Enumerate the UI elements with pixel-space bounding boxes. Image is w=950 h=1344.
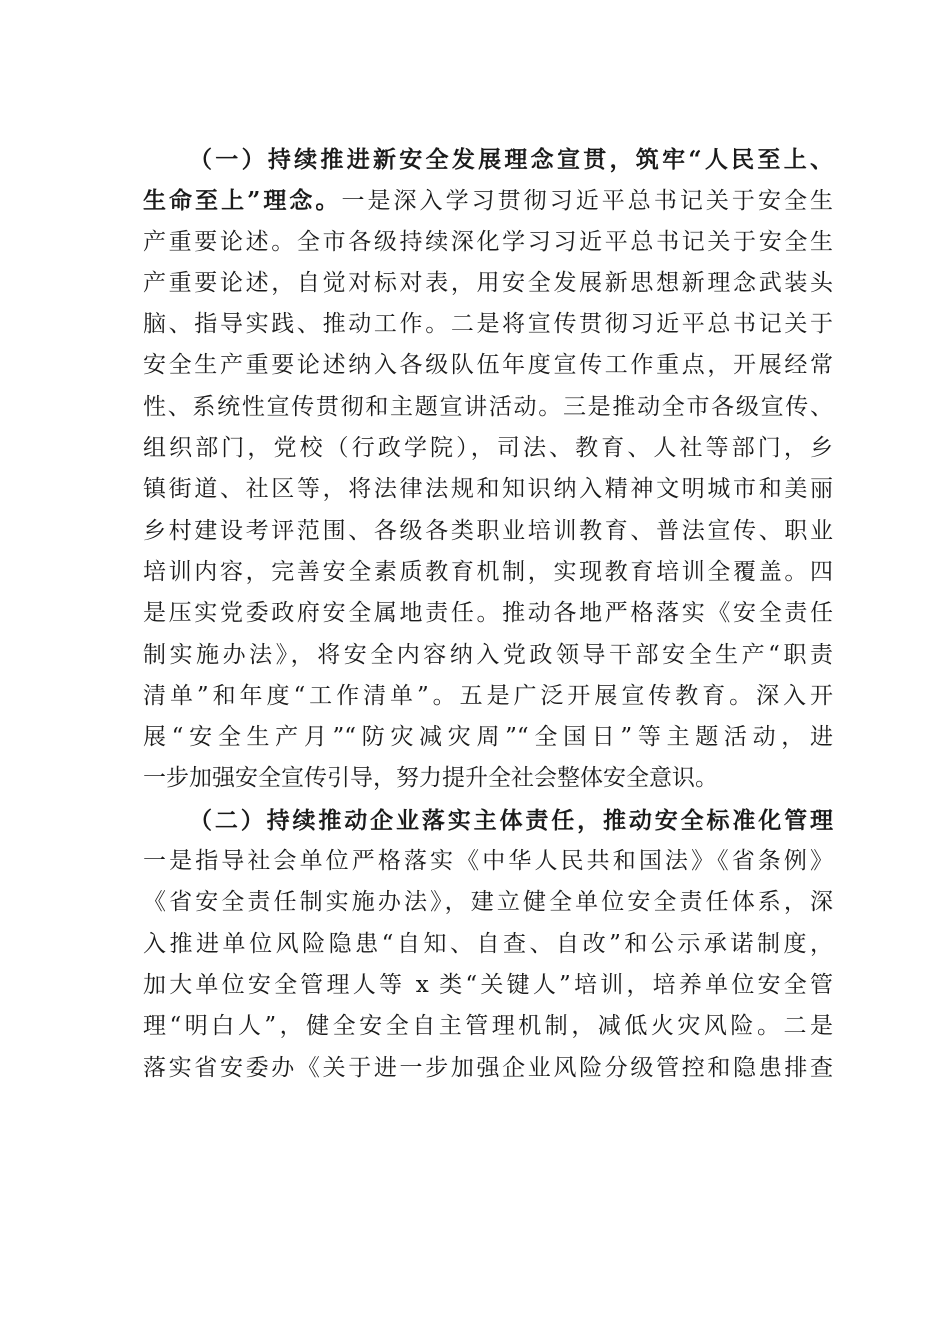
body-line: 镇街道、社区等，将法律法规和知识纳入精神文明城市和美丽	[143, 476, 833, 503]
body-line: 制实施办法》，将安全内容纳入党政领导干部安全生产“职责	[143, 641, 833, 668]
body-line: 乡村建设考评范围、各级各类职业培训教育、普法宣传、职业	[143, 517, 833, 544]
body-line: 一是指导社会单位严格落实《中华人民共和国法》《省条例》	[143, 848, 833, 875]
body-line: 组织部门，党校（行政学院），司法、教育、人社等部门，乡	[143, 435, 833, 462]
body-line: 理“明白人”，健全安全自主管理机制，减低火灾风险。二是	[143, 1013, 833, 1040]
body-line: 是压实党委政府安全属地责任。推动各地严格落实《安全责任	[143, 600, 833, 627]
body-line: 落实省安委办《关于进一步加强企业风险分级管控和隐患排查	[143, 1054, 833, 1081]
section-heading-1-end: 生命至上”理念。	[143, 187, 342, 215]
body-line: 清单”和年度“工作清单”。五是广泛开展宣传教育。深入开	[143, 682, 833, 709]
body-line: 《省安全责任制实施办法》，建立健全单位安全责任体系，深	[143, 889, 833, 916]
section-heading-1-line-1	[143, 139, 833, 180]
document-body	[143, 139, 833, 1089]
body-line: 生命至上”理念。一是深入学习贯彻习近平总书记关于安全生	[143, 187, 833, 215]
body-line: 产重要论述，自觉对标对表，用安全发展新思想新理念武装头	[143, 269, 833, 296]
body-line: 入推进单位风险隐患“自知、自查、自改”和公示承诺制度，	[143, 930, 833, 957]
body-line: 一步加强安全宣传引导，努力提升全社会整体安全意识。	[143, 765, 718, 792]
body-line: 性、系统性宣传贯彻和主题宣讲活动。三是推动全市各级宣传、	[143, 393, 833, 420]
body-line: 加大单位安全管理人等 x 类“关键人”培训，培养单位安全管	[143, 971, 833, 998]
section-heading-1: （一）持续推进新安全发展理念宣贯，筑牢“人民至上、	[189, 146, 833, 173]
section-heading-2: （二）持续推动企业落实主体责任，推动安全标准化管理	[189, 806, 833, 834]
section-heading-2-line	[143, 800, 833, 841]
body-line: 产重要论述。全市各级持续深化学习习近平总书记关于安全生	[143, 228, 833, 255]
body-line: 安全生产重要论述纳入各级队伍年度宣传工作重点，开展经常	[143, 352, 833, 379]
body-line: 展“安全生产月”“防灾减灾周”“全国日”等主题活动，进	[143, 724, 833, 751]
body-line: 脑、指导实践、推动工作。二是将宣传贯彻习近平总书记关于	[143, 311, 833, 338]
body-line: 培训内容，完善安全素质教育机制，实现教育培训全覆盖。四	[143, 558, 833, 585]
